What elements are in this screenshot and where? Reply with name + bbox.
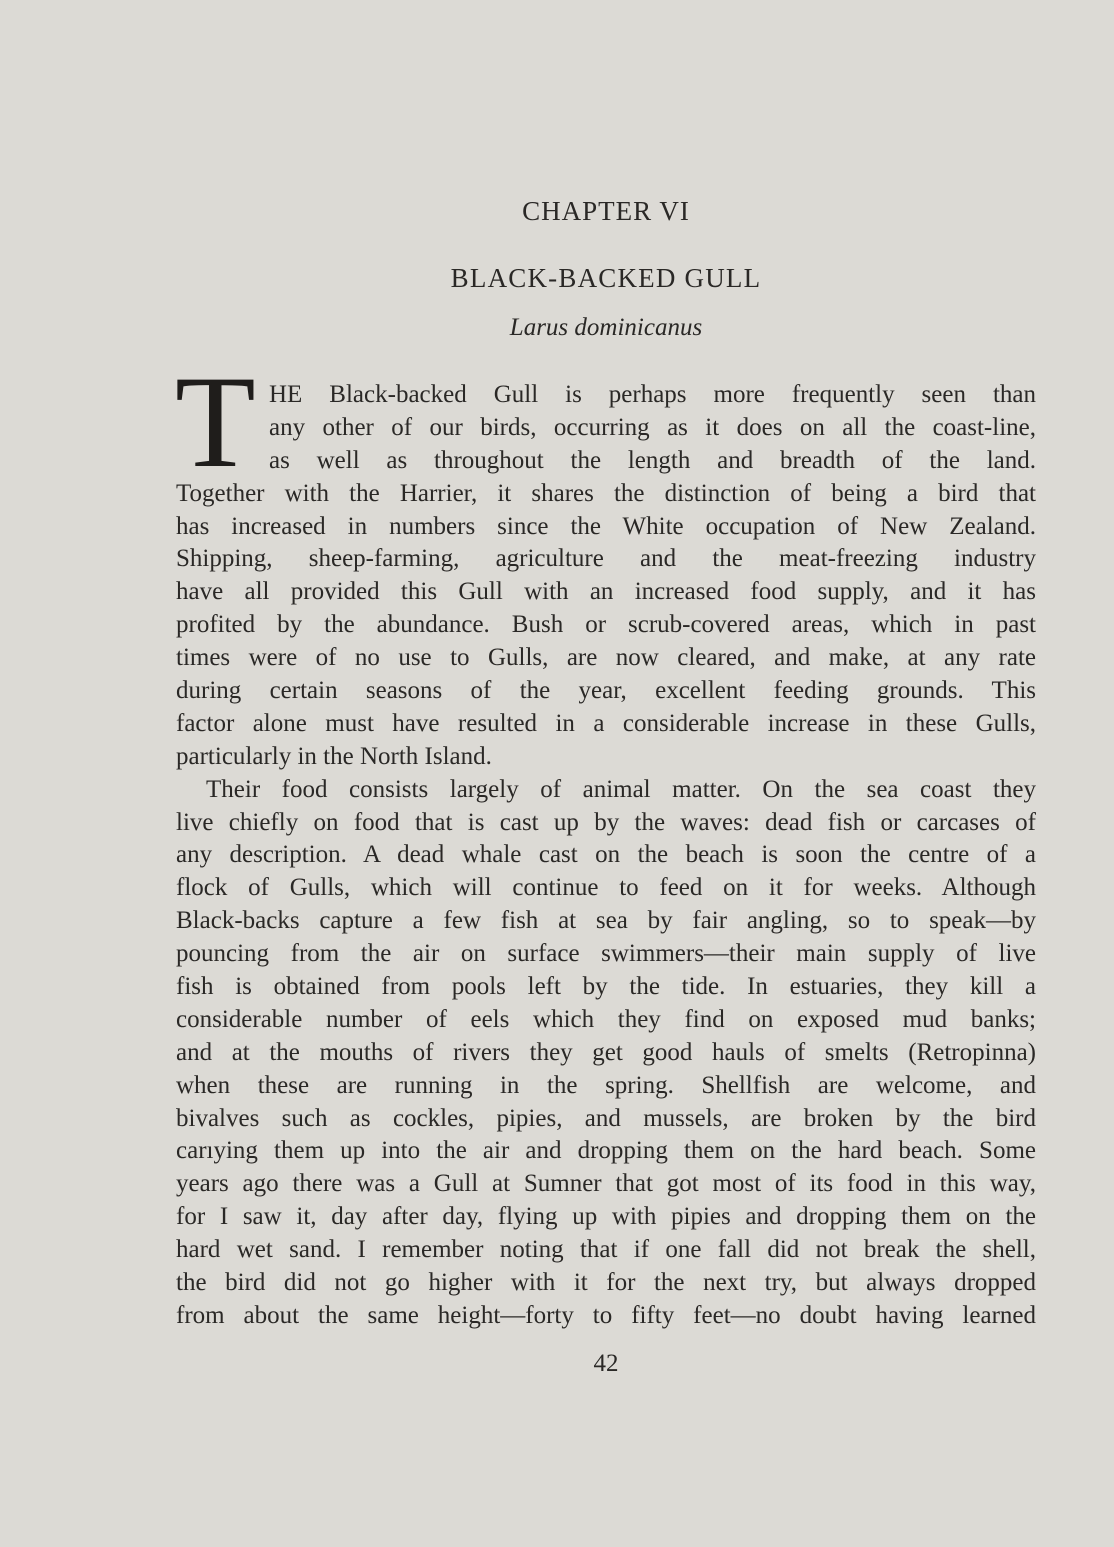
text-line: when these are running in the spring. Shellfish are welcome, and: [176, 1071, 1036, 1099]
text-line: Black-backs capture a few fish at sea by fair angling, so to speak—by: [176, 907, 1036, 935]
text-line: during certain seasons of the year, excellent feeding grounds. This: [176, 677, 1036, 705]
latin-name: Larus dominicanus: [509, 314, 703, 341]
paragraph-1: [176, 379, 1036, 774]
chapter-heading: CHAPTER VI: [522, 196, 690, 226]
text-line: factor alone must have resulted in a considerable increase in these Gulls,: [176, 709, 1036, 737]
text-line: has increased in numbers since the White occupation of New Zealand.: [176, 512, 1036, 540]
text-line: have all provided this Gull with an increased food supply, and it has: [176, 578, 1036, 606]
text-line: pouncing from the air on surface swimmers—their main supply of live: [176, 940, 1036, 968]
text-line: considerable number of eels which they find on exposed mud banks;: [176, 1005, 1036, 1033]
text-line: from about the same height—forty to fifty feet—no doubt having learned: [176, 1301, 1036, 1329]
text-line: live chiefly on food that is cast up by the waves: dead fish or carcases of: [176, 808, 1036, 836]
text-line: and at the mouths of rivers they get good hauls of smelts (Retropinna): [176, 1038, 1036, 1066]
text-line: Their food consists largely of animal matter. On the sea coast they: [206, 775, 1036, 803]
text-line: particularly in the North Island.: [176, 742, 492, 770]
text-line: Together with the Harrier, it shares the distinction of being a bird that: [176, 479, 1036, 507]
text-line: any other of our birds, occurring as it does on all the coast-line,: [269, 413, 1036, 441]
text-line: hard wet sand. I remember noting that if one fall did not break the shell,: [176, 1236, 1036, 1264]
text-line: fish is obtained from pools left by the tide. In estuaries, they kill a: [176, 973, 1036, 1001]
text-line: any description. A dead whale cast on the beach is soon the centre of a: [176, 841, 1036, 869]
text-line: flock of Gulls, which will continue to feed on it for weeks. Although: [176, 874, 1036, 902]
text-line: as well as throughout the length and breadth of the land.: [269, 446, 1036, 474]
text-line: carıying them up into the air and dropping them on the hard beach. Some: [176, 1137, 1036, 1165]
drop-cap-letter: T: [175, 348, 256, 495]
body-text: [176, 379, 1036, 1333]
text-line: HE Black-backed Gull is perhaps more frequently seen than: [269, 381, 1036, 408]
text-line: profited by the abundance. Bush or scrub-covered areas, which in past: [176, 611, 1036, 639]
text-line: the bird did not go higher with it for the next try, but always dropped: [176, 1269, 1036, 1297]
paragraph-2: [176, 774, 1036, 1333]
chapter-title: BLACK-BACKED GULL: [450, 263, 762, 293]
text-line: Shipping, sheep-farming, agriculture and the meat-freezing industry: [176, 545, 1036, 573]
text-line: for I saw it, day after day, flying up with pipies and dropping them on the: [176, 1203, 1036, 1231]
text-line: times were of no use to Gulls, are now cleared, and make, at any rate: [176, 644, 1036, 672]
text-line: years ago there was a Gull at Sumner that got most of its food in this way,: [176, 1170, 1036, 1198]
text-line: bivalves such as cockles, pipies, and mussels, are broken by the bird: [176, 1104, 1036, 1132]
page-number: 42: [593, 1350, 619, 1377]
